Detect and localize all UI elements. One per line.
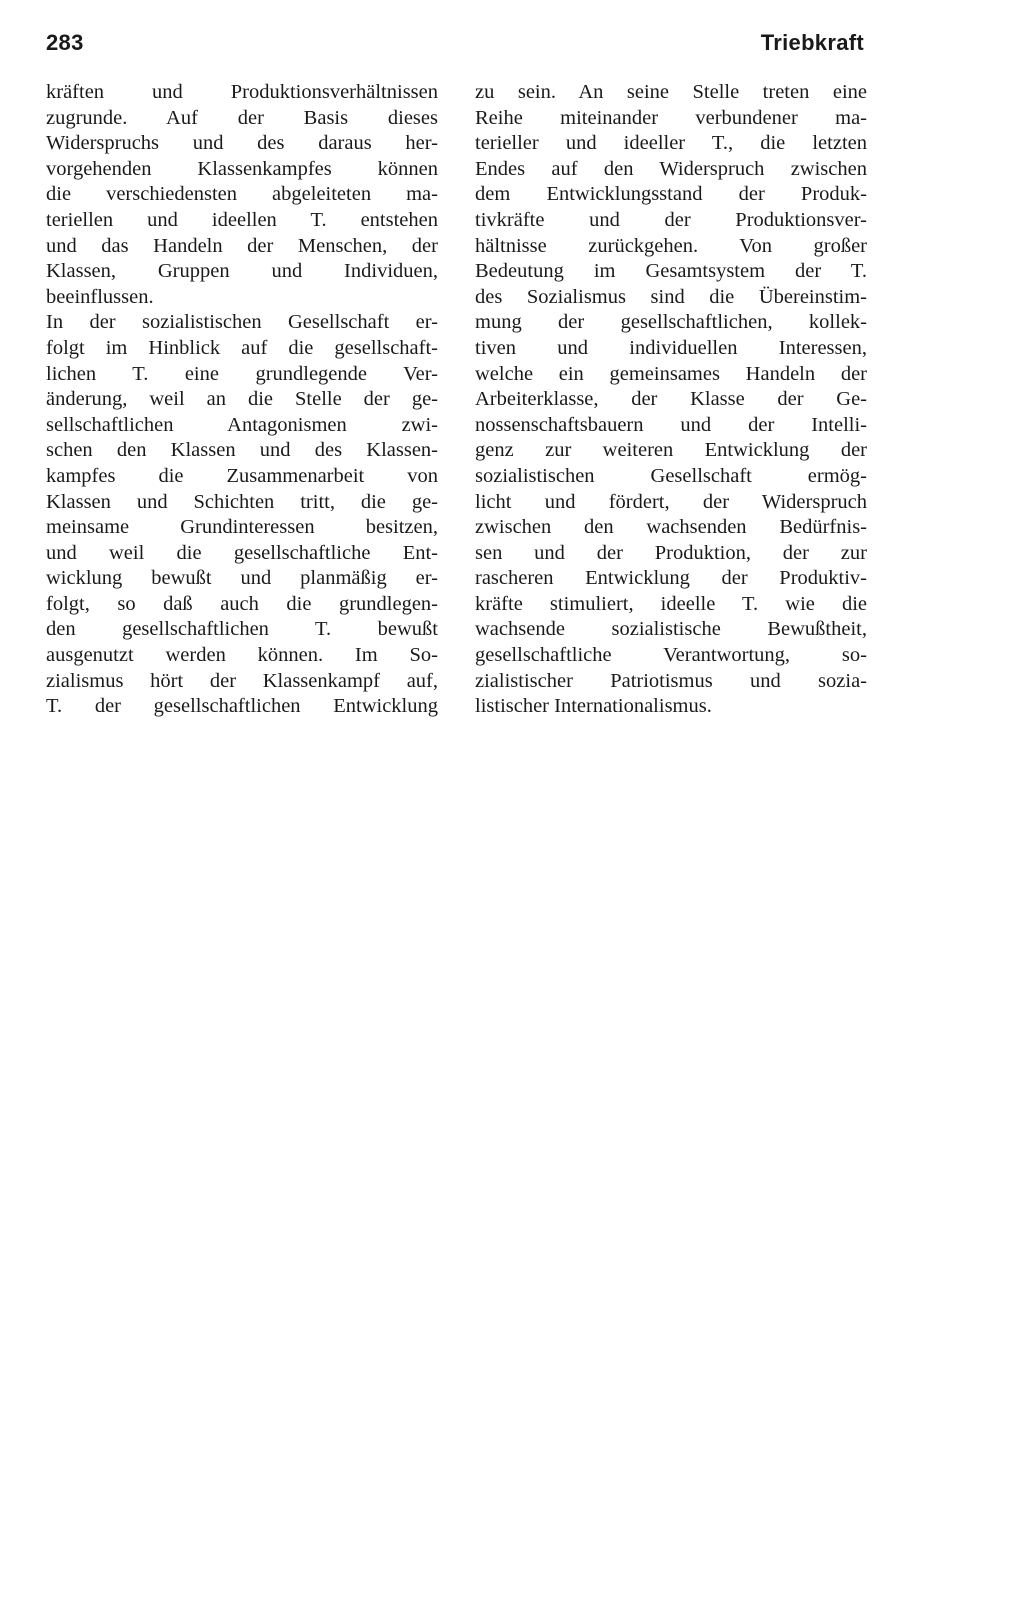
left-column	[46, 80, 438, 720]
right-column	[475, 80, 867, 720]
text-line: kräften und Produktionsverhältnissen	[46, 81, 438, 103]
text-line: sellschaftlichen Antagonismen zwi-	[46, 413, 438, 436]
text-line: teriellen und ideellen T. entstehen	[46, 208, 438, 231]
page-number: 283	[46, 30, 84, 55]
text-line: terieller und ideeller T., die letzten	[475, 132, 867, 155]
text-line: zwischen den wachsenden Bedürfnis-	[475, 516, 867, 539]
text-line: zu sein. An seine Stelle treten eine	[475, 81, 867, 103]
text-line: vorgehenden Klassenkampfes können	[46, 157, 438, 180]
text-line: den gesellschaftlichen T. bewußt	[46, 618, 438, 641]
text-line: hältnisse zurückgehen. Von großer	[475, 234, 867, 257]
text-line: mung der gesellschaftlichen, kollek-	[475, 311, 867, 334]
text-line: des Sozialismus sind die Übereinstim-	[475, 285, 867, 308]
text-line: Bedeutung im Gesamtsystem der T.	[475, 260, 867, 283]
text-line: T. der gesellschaftlichen Entwicklung	[46, 695, 438, 718]
text-line: beeinflussen.	[46, 285, 154, 308]
text-line: folgt, so daß auch die grundlegen-	[46, 592, 438, 615]
text-line: Widerspruchs und des daraus her-	[46, 132, 438, 155]
text-line: wachsende sozialistische Bewußtheit,	[475, 618, 867, 641]
text-line: dem Entwicklungsstand der Produk-	[475, 183, 867, 206]
text-line: folgt im Hinblick auf die gesellschaft-	[46, 336, 438, 359]
running-title: Triebkraft	[760, 30, 864, 55]
text-line: lichen T. eine grundlegende Ver-	[46, 362, 438, 385]
text-line: ausgenutzt werden können. Im So-	[46, 644, 438, 667]
text-line: licht und fördert, der Widerspruch	[475, 490, 867, 513]
text-line: In der sozialistischen Gesellschaft er-	[46, 311, 438, 334]
text-line: und das Handeln der Menschen, der	[46, 234, 438, 257]
text-line: Arbeiterklasse, der Klasse der Ge-	[475, 388, 867, 411]
text-line: die verschiedensten abgeleiteten ma-	[46, 183, 438, 206]
text-line: sozialistischen Gesellschaft ermög-	[475, 464, 867, 487]
text-line: rascheren Entwicklung der Produktiv-	[475, 567, 867, 590]
text-line: tiven und individuellen Interessen,	[475, 336, 867, 359]
text-line: meinsame Grundinteressen besitzen,	[46, 516, 438, 539]
text-line: tivkräfte und der Produktionsver-	[475, 208, 867, 231]
text-line: nossenschaftsbauern und der Intelli-	[475, 413, 867, 436]
text-line: gesellschaftliche Verantwortung, so-	[475, 644, 867, 667]
text-line: schen den Klassen und des Klassen-	[46, 439, 438, 462]
text-line: welche ein gemeinsames Handeln der	[475, 362, 867, 385]
text-line: kräfte stimuliert, ideelle T. wie die	[475, 592, 867, 615]
text-line: Klassen, Gruppen und Individuen,	[46, 260, 438, 283]
text-line: zugrunde. Auf der Basis dieses	[46, 106, 438, 129]
text-line: und weil die gesellschaftliche Ent-	[46, 541, 438, 564]
text-line: Endes auf den Widerspruch zwischen	[475, 157, 867, 180]
text-line: genz zur weiteren Entwicklung der	[475, 439, 867, 462]
text-line: sen und der Produktion, der zur	[475, 541, 867, 564]
text-line: Reihe miteinander verbundener ma-	[475, 106, 867, 129]
text-line: Klassen und Schichten tritt, die ge-	[46, 490, 438, 513]
text-line: zialismus hört der Klassenkampf auf,	[46, 669, 438, 692]
text-line: änderung, weil an die Stelle der ge-	[46, 388, 438, 411]
text-line: wicklung bewußt und planmäßig er-	[46, 567, 438, 590]
text-line: listischer Internationalismus.	[475, 695, 712, 718]
text-line: kampfes die Zusammenarbeit von	[46, 464, 438, 487]
text-line: zialistischer Patriotismus und sozia-	[475, 669, 867, 692]
